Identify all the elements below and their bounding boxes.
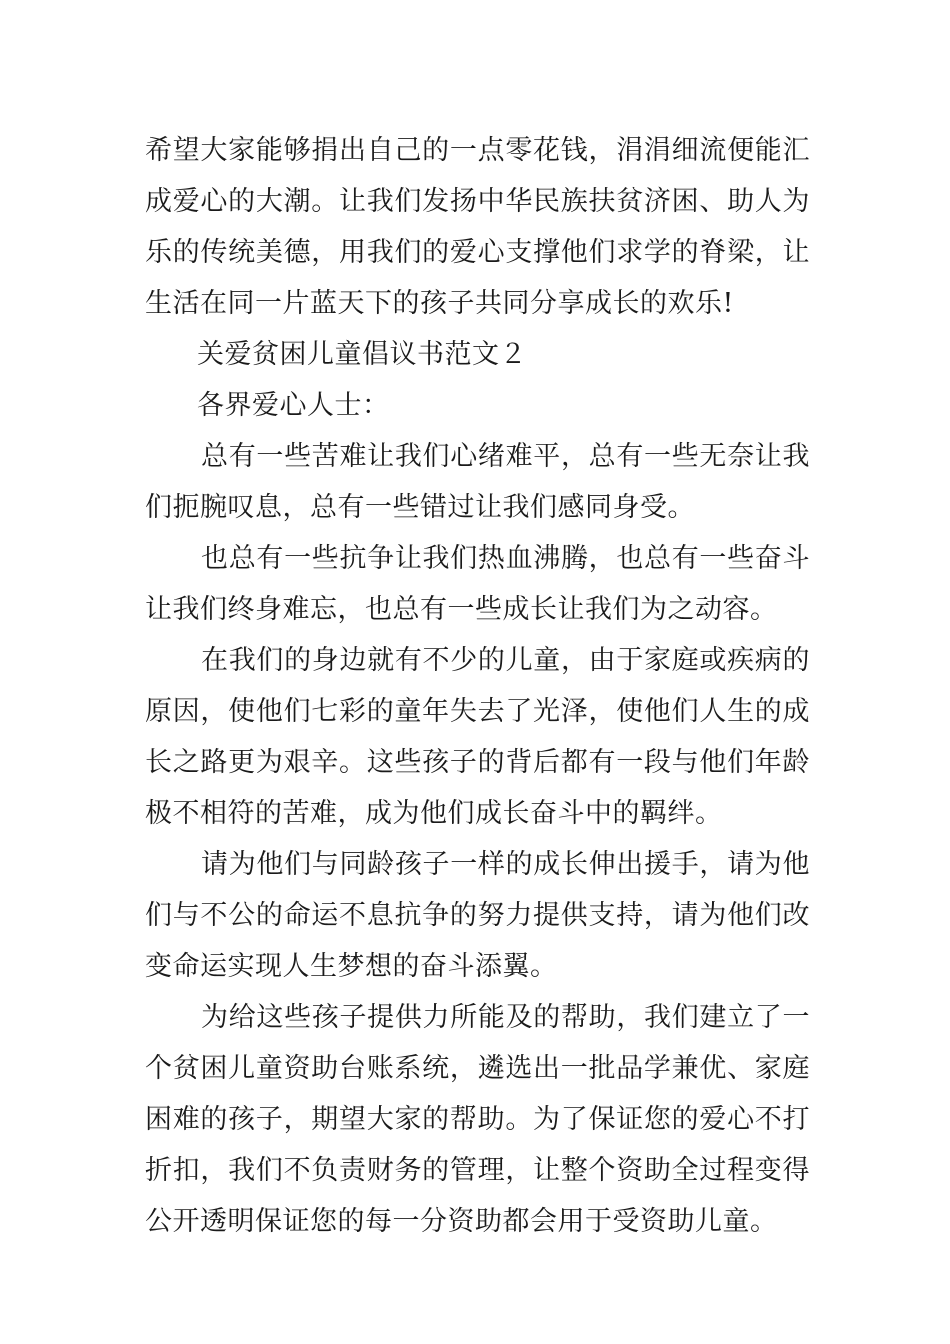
salutation: 各界爱心人士： bbox=[197, 390, 390, 421]
continued-paragraph: 希望大家能够捐出自己的一点零花钱，涓涓细流便能汇成爱心的大潮。让我们发扬中华民族扶贫济困、助人为乐的传统美德，用我们的爱心支撑他们求学的脊梁，让生活在同一片蓝天下的孩子共同分享成长的欢乐! bbox=[145, 135, 810, 319]
paragraph: 也总有一些抗争让我们热血沸腾，也总有一些奋斗让我们终身难忘，也总有一些成长让我们为之动容。 bbox=[145, 543, 810, 625]
paragraph: 为给这些孩子提供力所能及的帮助，我们建立了一个贫困儿童资助台账系统，遴选出一批品学兼优、家庭困难的孩子，期望大家的帮助。为了保证您的爱心不打折扣，我们不负责财务的管理，让整个资助全过程变得公开透明保证您的每一分资助都会用于受资助儿童。 bbox=[145, 1002, 810, 1237]
section-title: 关爱贫困儿童倡议书范文２ bbox=[197, 339, 527, 370]
paragraph: 请为他们与同龄孩子一样的成长伸出援手，请为他们与不公的命运不息抗争的努力提供支持，请为他们改变命运实现人生梦想的奋斗添翼。 bbox=[145, 849, 810, 982]
paragraph: 在我们的身边就有不少的儿童，由于家庭或疾病的原因，使他们七彩的童年失去了光泽，使他们人生的成长之路更为艰辛。这些孩子的背后都有一段与他们年龄极不相符的苦难，成为他们成长奋斗中的羁绊。 bbox=[145, 645, 810, 829]
paragraph: 总有一些苦难让我们心绪难平，总有一些无奈让我们扼腕叹息，总有一些错过让我们感同身受。 bbox=[145, 441, 810, 523]
document-body bbox=[145, 125, 810, 1247]
